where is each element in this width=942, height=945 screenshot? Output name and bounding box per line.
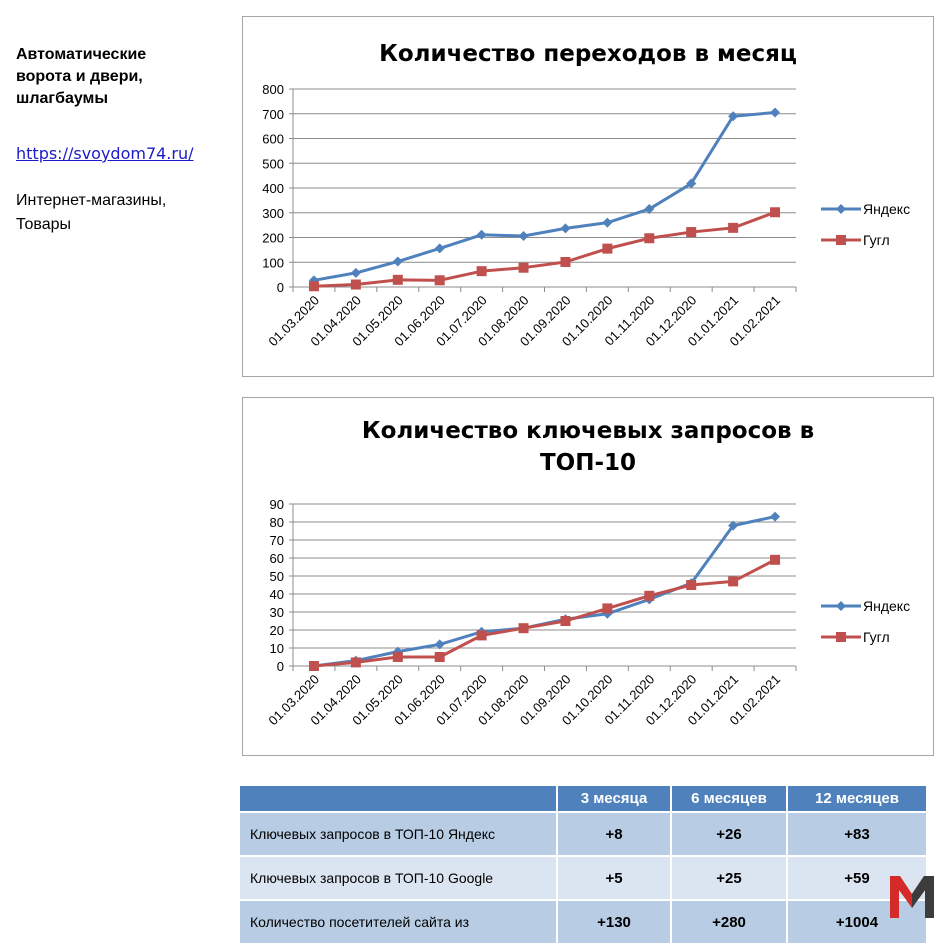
data-point — [770, 207, 780, 217]
legend-marker — [836, 204, 846, 214]
results-table-wrap — [238, 784, 926, 945]
x-tick-label: 01.03.2020 — [265, 671, 323, 729]
x-tick-label: 01.01.2021 — [684, 292, 742, 350]
x-tick-label: 01.01.2021 — [684, 671, 742, 729]
data-point — [519, 263, 529, 273]
y-tick-label: 20 — [269, 623, 284, 638]
table-header-cell: 12 месяцев — [787, 785, 927, 812]
x-tick-label: 01.04.2020 — [307, 671, 364, 729]
row-value: +280 — [671, 900, 787, 944]
data-point — [644, 233, 654, 243]
y-tick-label: 800 — [262, 82, 284, 97]
brand-logo-icon — [888, 872, 936, 920]
series-line — [314, 113, 775, 281]
data-point — [309, 281, 319, 291]
y-tick-label: 300 — [262, 205, 284, 221]
data-point — [602, 244, 612, 254]
legend-label: Гугл — [863, 232, 890, 248]
y-tick-label: 200 — [262, 230, 284, 246]
data-point — [309, 661, 319, 671]
y-tick-label: 0 — [276, 280, 284, 295]
y-tick-label: 90 — [269, 497, 284, 512]
y-tick-label: 0 — [276, 659, 284, 674]
results-table — [238, 784, 928, 945]
legend-marker — [836, 632, 846, 642]
data-point — [435, 652, 445, 662]
y-tick-label: 50 — [269, 569, 284, 584]
chart-title — [379, 41, 797, 67]
site-category-heading: Автоматические ворота и двери, шлагбаумы — [16, 46, 147, 107]
table-header-row — [239, 785, 927, 812]
row-value: +83 — [787, 812, 927, 856]
x-tick-label: 01.05.2020 — [349, 292, 406, 350]
chart-keywords — [242, 397, 934, 756]
data-point — [435, 243, 445, 253]
chart-visits — [242, 16, 934, 377]
y-tick-label: 500 — [262, 156, 284, 172]
data-point — [393, 257, 403, 267]
data-point — [770, 108, 780, 118]
table-header-cell — [239, 785, 557, 812]
data-point — [602, 603, 612, 613]
y-tick-label: 600 — [262, 131, 284, 147]
y-tick-label: 40 — [269, 587, 284, 602]
legend-marker — [836, 235, 846, 245]
table-header-cell: 3 месяца — [557, 785, 671, 812]
row-label: Ключевых запросов в ТОП-10 Google — [239, 856, 557, 900]
x-tick-label: 01.02.2021 — [726, 671, 784, 729]
table-row — [239, 856, 927, 900]
table-row — [239, 900, 927, 944]
x-tick-label: 01.12.2020 — [642, 671, 700, 729]
x-tick-label: 01.09.2020 — [516, 671, 574, 729]
x-tick-label: 01.08.2020 — [475, 671, 532, 729]
legend-label: Гугл — [863, 629, 890, 645]
data-point — [602, 218, 612, 228]
x-tick-label: 01.05.2020 — [349, 671, 406, 729]
data-point — [686, 580, 696, 590]
legend-label: Яндекс — [863, 598, 911, 614]
series-line — [314, 517, 775, 666]
series-line — [314, 212, 775, 286]
site-category: Интернет-магазины, Товары — [16, 192, 167, 233]
legend-marker — [836, 601, 846, 611]
data-point — [477, 266, 487, 276]
table-header-cell: 6 месяцев — [671, 785, 787, 812]
x-tick-label: 01.03.2020 — [265, 292, 323, 350]
x-tick-label: 01.08.2020 — [475, 292, 532, 350]
row-value: +130 — [557, 900, 671, 944]
row-value: +1004 — [787, 900, 927, 944]
data-point — [519, 231, 529, 241]
data-point — [351, 280, 361, 290]
chart-title — [362, 418, 814, 476]
sidebar — [16, 44, 231, 237]
data-point — [770, 555, 780, 565]
data-point — [560, 223, 570, 233]
legend-label: Яндекс — [863, 201, 911, 217]
y-tick-label: 30 — [269, 605, 284, 620]
data-point — [393, 275, 403, 285]
x-tick-label: 01.11.2020 — [601, 292, 658, 349]
x-tick-label: 01.09.2020 — [516, 292, 574, 350]
x-tick-label: 01.10.2020 — [558, 671, 616, 729]
data-point — [477, 230, 487, 240]
row-value: +26 — [671, 812, 787, 856]
site-link[interactable]: https://svoydom74.ru/ — [16, 144, 194, 163]
x-tick-label: 01.04.2020 — [307, 292, 364, 350]
data-point — [686, 227, 696, 237]
data-point — [728, 576, 738, 586]
x-tick-label: 01.11.2020 — [601, 671, 658, 728]
row-value: +59 — [787, 856, 927, 900]
x-tick-label: 01.06.2020 — [391, 292, 448, 350]
table-row — [239, 812, 927, 856]
data-point — [435, 275, 445, 285]
row-value: +5 — [557, 856, 671, 900]
y-tick-label: 400 — [262, 181, 284, 196]
data-point — [770, 512, 780, 522]
y-tick-label: 80 — [269, 515, 284, 530]
x-tick-label: 01.02.2021 — [726, 292, 784, 350]
data-point — [351, 657, 361, 667]
x-tick-label: 01.07.2020 — [433, 671, 490, 729]
data-point — [351, 268, 361, 278]
data-point — [560, 257, 570, 267]
chart-title-line: ТОП-10 — [539, 450, 637, 476]
row-value: +8 — [557, 812, 671, 856]
chart-keywords-svg — [243, 398, 933, 755]
y-tick-label: 70 — [269, 533, 284, 548]
y-tick-label: 10 — [269, 641, 284, 656]
chart-title-line: Количество переходов в месяц — [379, 41, 797, 67]
row-label: Количество посетителей сайта из — [239, 900, 557, 944]
x-tick-label: 01.10.2020 — [558, 292, 616, 350]
data-point — [477, 630, 487, 640]
row-value: +25 — [671, 856, 787, 900]
chart-visits-svg — [243, 17, 933, 376]
data-point — [728, 223, 738, 233]
data-point — [560, 616, 570, 626]
x-tick-label: 01.06.2020 — [391, 671, 448, 729]
data-point — [393, 652, 403, 662]
x-tick-label: 01.12.2020 — [642, 292, 700, 350]
chart-title-line: Количество ключевых запросов в — [361, 418, 815, 444]
y-tick-label: 60 — [269, 551, 284, 566]
y-tick-label: 700 — [262, 106, 284, 122]
x-tick-label: 01.07.2020 — [433, 292, 490, 350]
data-point — [519, 623, 529, 633]
row-label: Ключевых запросов в ТОП-10 Яндекс — [239, 812, 557, 856]
data-point — [644, 591, 654, 601]
y-tick-label: 100 — [262, 255, 284, 271]
